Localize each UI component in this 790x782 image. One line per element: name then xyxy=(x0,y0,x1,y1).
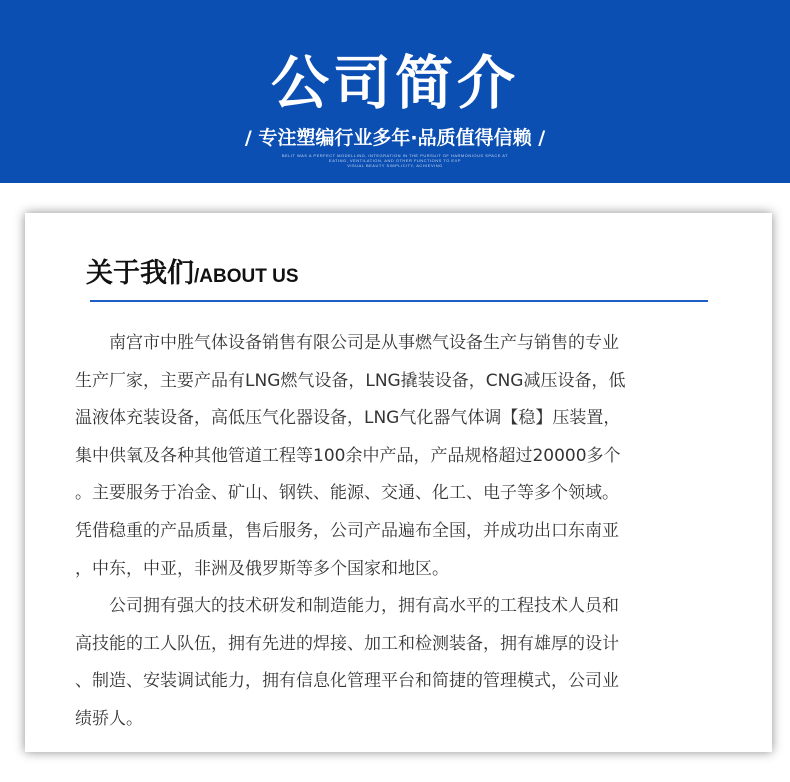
text-line: 。主要服务于冶金、矿山、钢铁、能源、交通、化工、电子等多个领域。 xyxy=(75,483,619,504)
fine-print xyxy=(0,153,790,168)
text-line: 温液体充装设备，高低压气化器设备，LNG气化器气体调【稳】压装置， xyxy=(75,408,621,429)
fine-print-line: EATING, VENTILATION, AND OTHER FUNCTIONS TO EXP xyxy=(329,158,461,163)
text-line: 南宫市中胜气体设备销售有限公司是从事燃气设备生产与销售的专业 xyxy=(75,333,619,353)
heading-divider xyxy=(90,300,708,302)
fine-print-line: VISUAL BEAUTY SIMPLICITY, ACHIEVING xyxy=(347,163,443,168)
text-line: 集中供氧及各种其他管道工程等100余中产品，产品规格超过20000多个 xyxy=(75,445,621,466)
text-line: ，中东，中亚，非洲及俄罗斯等多个国家和地区。 xyxy=(75,558,449,579)
text-line: 公司拥有强大的技术研发和制造能力，拥有高水平的工程技术人员和 xyxy=(75,596,619,617)
page-title: 公司简介 xyxy=(270,49,519,117)
text-line: 绩骄人。 xyxy=(75,708,143,729)
text-line: 生产厂家，主要产品有LNG燃气设备，LNG撬装设备，CNG减压设备，低 xyxy=(75,370,626,391)
fine-print-line: BELIT WAS A PERFECT MODELLING, INTEGRATION IN THE PURSUIT OF HARMONIOUS SPACE AT xyxy=(281,153,509,158)
header-banner xyxy=(0,0,790,183)
page-subtitle: / 专注塑编行业多年·品质值得信赖 / xyxy=(244,127,546,149)
text-line: 凭借稳重的产品质量，售后服务，公司产品遍布全国，并成功出口东南亚 xyxy=(75,520,619,541)
about-heading xyxy=(86,251,299,290)
text-line: 、制造、安装调试能力，拥有信息化管理平台和简捷的管理模式，公司业 xyxy=(75,671,619,692)
about-heading-en: /ABOUT US xyxy=(194,266,299,287)
text-line: 高技能的工人队伍，拥有先进的焊接、加工和检测装备，拥有雄厚的设计 xyxy=(75,633,619,654)
about-heading-cn: 关于我们 xyxy=(86,258,194,289)
about-text xyxy=(75,325,735,739)
about-card xyxy=(25,213,772,752)
